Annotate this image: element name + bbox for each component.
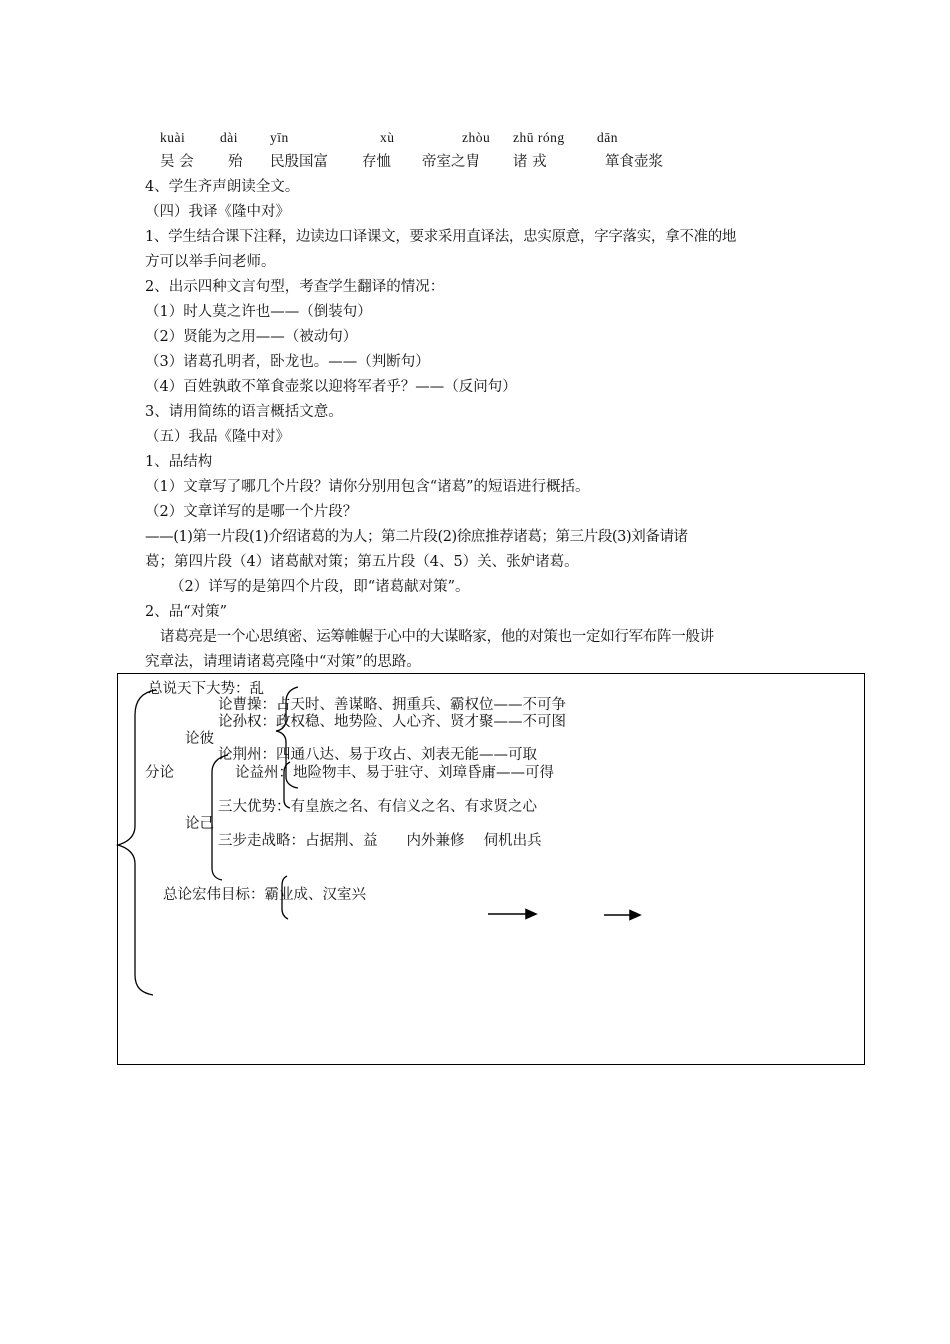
text-line: 2、品“对策” [145, 604, 228, 620]
diagram-label: 论孙权：政权稳、地势险、人心齐、贤才聚——不可图 [218, 714, 566, 730]
pinyin-2: dài [220, 130, 238, 145]
diagram-label: 论曹操：占天时、善谋略、拥重兵、霸权位——不可争 [218, 697, 566, 713]
word-5: 帝室之胄 [422, 154, 480, 170]
text-line: ——(1)第一片段(1)介绍诸葛的为人；第二片段(2)徐庶推荐诸葛；第三片段(3)刘备请诸 [145, 529, 688, 545]
section-heading: （五）我品《隆中对》 [145, 429, 290, 445]
text-line: （3）诸葛孔明者，卧龙也。——（判断句） [145, 354, 430, 370]
diagram-label: 论己 [185, 816, 214, 832]
text-line: （2）贤能为之用——（被动句） [145, 329, 358, 345]
text-line: （2）详写的是第四个片段，即“诸葛献对策”。 [170, 579, 470, 595]
diagram-label: 三步走战略：占据荆、益 内外兼修 伺机出兵 [218, 833, 542, 849]
text-line: （2）文章详写的是哪一个片段？ [145, 504, 358, 520]
text-line: 1、学生结合课下注释，边读边口译课文，要求采用直译法，忠实原意，字字落实，拿不准的地 [145, 229, 737, 245]
text-line: 2、出示四种文言句型，考查学生翻译的情况： [145, 279, 445, 295]
text-line: 究章法，请理请诸葛亮隆中“对策”的思路。 [145, 654, 421, 670]
pinyin-5: zhòu [462, 130, 491, 145]
text-line: 1、品结构 [145, 454, 213, 470]
word-2: 殆 [228, 154, 243, 170]
text-line: 3、请用简练的语言概括文意。 [145, 404, 343, 420]
diagram-label: 总论宏伟目标：霸业成、汉室兴 [163, 887, 366, 903]
pinyin-1: kuài [160, 130, 186, 145]
pinyin-3: yīn [270, 130, 289, 145]
section-heading: （四）我译《隆中对》 [145, 204, 290, 220]
word-4: 存恤 [362, 154, 391, 170]
text-line: 方可以举手问老师。 [145, 254, 276, 270]
pinyin-4: xù [380, 130, 395, 145]
pinyin-7: dān [597, 130, 618, 145]
word-1: 吴 会 [160, 154, 194, 170]
text-line: 葛；第四片段（4）诸葛献对策；第五片段（4、5）关、张妒诸葛。 [145, 554, 579, 570]
diagram-label: 总说天下大势：乱 [148, 681, 264, 697]
word-3: 民殷国富 [270, 154, 328, 170]
text-line: 诸葛亮是一个心思缜密、运筹帷幄于心中的大谋略家，他的对策也一定如行军布阵一般讲 [160, 629, 714, 645]
diagram-label: 分论 [145, 765, 174, 781]
text-line: （1）时人莫之许也——（倒装句） [145, 304, 372, 320]
text-line: 4、学生齐声朗读全文。 [145, 179, 300, 195]
text-line: （1）文章写了哪几个片段？请你分别用包含“诸葛”的短语进行概括。 [145, 479, 590, 495]
diagram-label: 论益州：地险物丰、易于驻守、刘璋昏庸——可得 [235, 765, 554, 781]
diagram-label: 三大优势：有皇族之名、有信义之名、有求贤之心 [218, 799, 537, 815]
pinyin-6: zhū róng [513, 130, 565, 145]
diagram-label: 论彼 [185, 731, 214, 747]
diagram-label: 论荆州：四通八达、易于攻占、刘表无能——可取 [218, 747, 537, 763]
word-6: 诸 戎 [513, 154, 547, 170]
word-7: 箪食壶浆 [605, 154, 663, 170]
text-line: （4）百姓孰敢不箪食壶浆以迎将军者乎？——（反问句） [145, 379, 517, 395]
